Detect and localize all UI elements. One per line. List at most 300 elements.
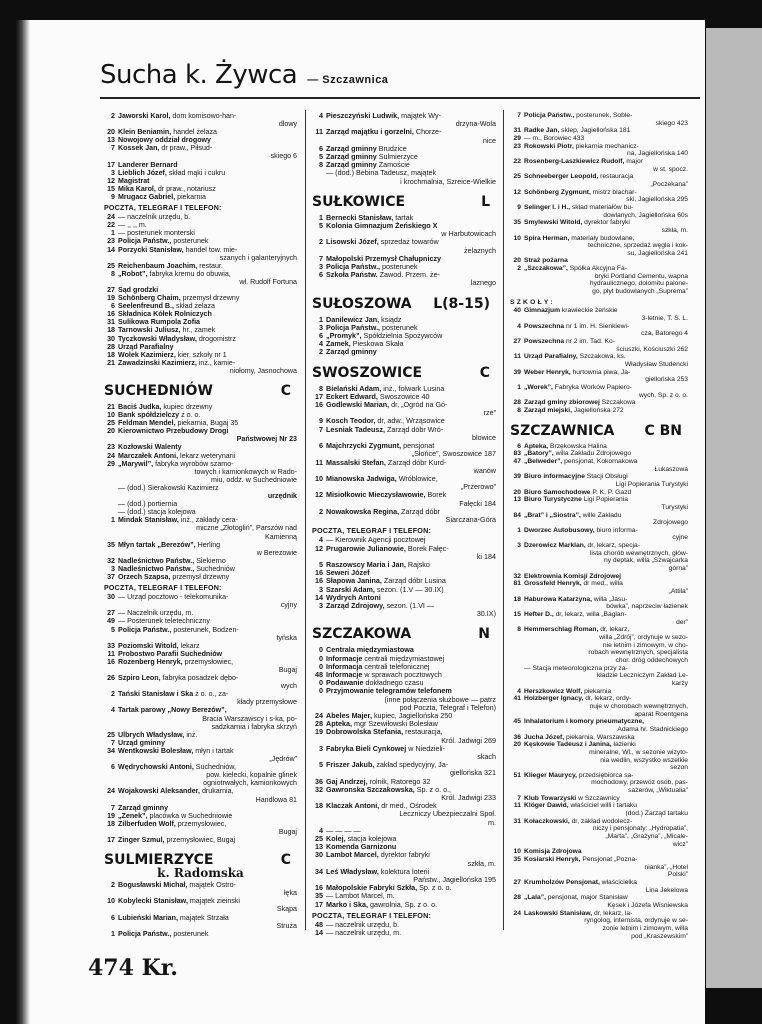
phone-number: 26 — [107, 674, 115, 683]
phone-number: 0 — [319, 661, 323, 671]
entry-name: Massalski Stefan, — [326, 457, 386, 467]
phone-number: 7 — [319, 424, 323, 434]
phone-number: 13 — [513, 496, 521, 504]
phone-number: 29 — [513, 134, 521, 142]
entry-name: Centrala międzymiastowa — [326, 645, 414, 655]
directory-entry — [104, 193, 297, 201]
entry-detail: Ligi Popierania Turystyki — [615, 480, 688, 488]
entry-continuation — [312, 610, 496, 618]
entry-detail: dyrektor fabryki — [582, 219, 630, 227]
phone-number: 10 — [315, 473, 323, 483]
phone-number: 24 — [107, 451, 115, 460]
entry-continuation — [104, 779, 297, 787]
entry-detail: ksiądz — [379, 314, 402, 324]
town-heading — [104, 383, 297, 399]
entry-name: Policja Państw., — [524, 112, 575, 119]
directory-entry — [104, 626, 297, 634]
entry-detail: wille Zakładu — [580, 511, 622, 519]
entry-name: „Brat” i „Siostra”, — [524, 511, 581, 519]
entry-continuation — [510, 619, 688, 627]
entry-detail: willa „Jasu- — [592, 595, 628, 603]
phone-number: 20 — [107, 128, 115, 137]
phone-number: 17 — [107, 835, 115, 844]
entry-name: „Zenek”, — [118, 811, 148, 820]
entry-name: Biuro Turystyczne — [524, 496, 582, 504]
phone-number: 3 — [319, 322, 323, 332]
town-name: SZCZAWNICA — [510, 422, 615, 439]
entry-detail: Borek — [425, 490, 447, 500]
phone-number: 25 — [107, 261, 115, 270]
phone-number: 31 — [513, 127, 521, 135]
directory-entry — [510, 856, 688, 864]
entry-detail: Szczakowa — [599, 399, 636, 407]
entry-detail: przemysłowiec, — [182, 657, 234, 666]
entry-detail: łęka — [283, 889, 297, 898]
entry-detail: dr, zakład wodolecz- — [569, 817, 633, 825]
entry-name: Zinger Szmul, — [118, 835, 165, 844]
directory-entry — [104, 617, 297, 625]
entry-detail: miu, oddz. w Suchedniowie — [211, 475, 297, 484]
entry-name: Komenda Garnizonu — [326, 842, 397, 852]
phone-number: 30 — [107, 593, 115, 602]
phone-number: 0 — [319, 678, 323, 688]
entry-detail: z o. o., za- — [193, 690, 229, 699]
entry-detail: drzyna-Wola — [455, 119, 496, 129]
entry-detail: Zarząd dóbr Wró- — [384, 424, 444, 434]
entry-name: Dobrowolska Stefania, — [326, 727, 404, 737]
entry-detail: posterunek, Soble- — [574, 112, 633, 119]
entry-continuation — [510, 166, 688, 174]
directory-entry — [510, 910, 688, 918]
entry-continuation — [510, 315, 688, 323]
phone-number: 1 — [111, 229, 115, 238]
entry-detail: przemysłowiec, — [175, 819, 227, 828]
entry-detail: Adama hr. Stadnickiego — [617, 725, 688, 733]
entry-name: Selinger I. i H., — [524, 203, 571, 211]
entry-detail: w Berezowie — [256, 548, 297, 557]
entry-detail: w sprawach pocztowych — [362, 669, 442, 679]
phone-number: 24 — [107, 787, 115, 796]
directory-entry — [104, 565, 297, 573]
entry-name: Weber Henryk, — [524, 368, 571, 376]
phone-number: 81 — [513, 580, 521, 588]
entry-detail: — — — — — [326, 825, 361, 835]
phone-number: 16 — [315, 400, 323, 410]
entry-detail: sezon. (1.V — 30.IX) — [374, 584, 444, 594]
entry-detail: restaur. — [197, 261, 223, 270]
directory-entry — [510, 127, 688, 135]
entry-name: Straż pożarna — [524, 257, 568, 265]
directory-entry — [510, 458, 688, 466]
directory-entry — [510, 235, 688, 243]
phone-number: 18 — [315, 801, 323, 811]
entry-detail: mineralne, Wl., w sezonie wizyto- — [589, 748, 688, 756]
phone-number: 11 — [315, 127, 323, 137]
entry-detail: Turystyki — [661, 503, 688, 511]
entry-continuation — [104, 468, 297, 476]
entry-continuation — [510, 672, 688, 680]
directory-entry — [510, 189, 688, 197]
entry-continuation — [104, 476, 297, 484]
directory-entry — [104, 144, 297, 152]
entry-detail: dlowy — [278, 120, 297, 129]
phone-number: 84 — [513, 511, 521, 519]
directory-entry — [510, 527, 688, 535]
entry-detail: sadzkarnia i fabryka skrzyń — [211, 722, 297, 731]
directory-entry — [104, 690, 297, 698]
entry-detail: Siarczana-Góra — [445, 514, 496, 524]
entry-detail: Zawod. Przem. że- — [377, 270, 440, 280]
directory-entry — [104, 351, 297, 359]
entry-continuation — [510, 680, 688, 688]
entry-detail: Fałęcki 184 — [459, 498, 496, 508]
entry-detail: Sp. z o. o. — [417, 883, 452, 893]
phone-number: 3 — [517, 542, 521, 550]
entry-detail: centrali międzymiastowej — [362, 653, 445, 663]
directory-entry — [510, 265, 688, 273]
entry-detail: zonie letnim i zimowym, willa — [602, 924, 688, 932]
phone-number: 33 — [107, 641, 115, 650]
directory-entry — [510, 894, 688, 902]
entry-detail: gawrolnia, Sp. z o. o. — [367, 899, 438, 909]
entry-detail: wicz” — [672, 840, 688, 848]
directory-entry — [510, 384, 688, 392]
entry-name: Seelenfreund B., — [118, 302, 174, 311]
entry-detail: „Przerowo” — [460, 482, 496, 492]
entry-name: Zawadzinski Kazimierz, — [118, 358, 197, 367]
phone-number: 15 — [107, 184, 115, 193]
entry-detail: centrali telefonicznej — [362, 661, 430, 671]
phone-number: 13 — [315, 842, 323, 852]
entry-name: Mika Karol, — [118, 184, 156, 193]
entry-detail: ryngolog, internista, ordynuje w se- — [584, 917, 688, 925]
entry-continuation — [510, 933, 688, 941]
entry-detail: tyńska — [276, 633, 297, 642]
entry-detail: inż., kamie- — [196, 358, 236, 367]
entry-detail: kolektura loterii — [378, 866, 430, 876]
entry-continuation — [510, 757, 688, 765]
entry-detail: Spółdzielnia Spożywców — [361, 331, 443, 341]
entry-continuation — [510, 764, 688, 772]
phone-number: 4 — [319, 535, 323, 545]
entry-detail: materiały budowlane, — [569, 234, 635, 242]
entry-name: Leś Władysław, — [326, 866, 379, 876]
entry-name: Inhalatorium i komory pneumatyczne, — [524, 718, 645, 726]
entry-name: Lieblich Józef, — [118, 168, 167, 177]
entry-detail: willa Zakładu Zdrojowego — [553, 450, 632, 458]
entry-detail: go, płyt budowlanych „Suprema” — [592, 288, 688, 296]
entry-detail: skład żelaza — [173, 302, 215, 311]
entry-detail: inż. — [184, 730, 198, 739]
phone-number: 17 — [107, 160, 115, 169]
entry-continuation — [104, 889, 297, 897]
entry-name: Bogusławski Michał, — [118, 881, 188, 890]
entry-name: Klub Towarzyski — [524, 794, 577, 802]
entry-detail: dr, lekarz, ordy- — [583, 695, 632, 703]
entry-detail: karzy — [672, 679, 688, 687]
phone-number: 14 — [315, 592, 323, 602]
entry-continuation — [510, 330, 688, 338]
phone-number: 45 — [513, 718, 521, 726]
entry-continuation — [510, 810, 688, 818]
entry-name: Urząd gminny — [118, 738, 165, 747]
entry-name: Kossek Jan, — [118, 144, 160, 153]
phone-number: 27 — [513, 338, 521, 346]
entry-continuation — [510, 871, 688, 879]
entry-detail: na, Jagiellońska 140 — [627, 150, 688, 158]
entry-name: Spira Herman, — [524, 234, 570, 242]
entry-detail: Sulmierzyce — [376, 152, 418, 162]
entry-detail: kładzie Leczniczym Zakład Le- — [596, 672, 688, 680]
entry-detail: Bugaj — [278, 666, 297, 674]
phone-number: 32 — [107, 556, 115, 565]
phone-number: 22 — [107, 221, 115, 230]
directory-entry — [104, 177, 297, 185]
phone-number: 4 — [319, 825, 323, 835]
entry-name: Komisja Zdrojowa — [524, 848, 582, 856]
entry-detail: Lina Jekelowa — [645, 886, 688, 894]
phone-number: 2 — [517, 265, 521, 273]
directory-entry — [104, 229, 297, 237]
directory-entry — [104, 411, 297, 419]
entry-name: Urząd Parafialny — [118, 342, 174, 351]
town-name: SZCZAKOWA — [312, 626, 412, 643]
entry-detail: Bugaj — [278, 827, 297, 836]
entry-continuation — [104, 715, 297, 723]
column-divider-2 — [503, 110, 504, 930]
entry-continuation — [104, 922, 297, 930]
entry-name: Dzerowicz Marklan, — [524, 542, 586, 550]
entry-name: Zilberfuden Wolf, — [118, 819, 176, 828]
entry-detail: — (dod.) portiernia — [118, 500, 178, 509]
entry-name: Eckert Edward, — [326, 391, 378, 401]
directory-entry — [104, 403, 297, 411]
entry-name: Radke Jan, — [524, 127, 560, 135]
entry-detail: 3-letnie, T. S. L. — [641, 315, 688, 323]
entry-detail: handel tow. mie- — [183, 245, 238, 254]
directory-entry — [510, 512, 688, 520]
phone-number: 37 — [107, 572, 115, 581]
entry-name: Szpiro Leon, — [118, 674, 161, 683]
entry-detail: Łukaszowa — [654, 465, 688, 473]
column-right — [510, 112, 688, 940]
phone-number: 83 — [513, 450, 521, 458]
page-left-edge-shadow — [16, 20, 30, 1024]
phone-number: 23 — [107, 443, 115, 452]
directory-entry — [312, 602, 496, 610]
entry-continuation — [510, 825, 688, 833]
directory-entry — [510, 369, 688, 377]
phone-number: 35 — [513, 856, 521, 864]
entry-detail: dom komisowo-han- — [170, 112, 237, 120]
phone-number: 11 — [513, 802, 521, 810]
phone-number: 8 — [111, 269, 115, 278]
entry-detail: Zarząd dóbr — [399, 506, 440, 516]
phone-number: 2 — [111, 690, 115, 699]
entry-detail: restauracja — [598, 173, 634, 181]
page-subtitle: — Szczawnica — [307, 74, 389, 86]
entry-detail: Kamienną — [265, 532, 297, 541]
directory-entry — [104, 161, 297, 169]
entry-detail: Brzękowska Halina — [548, 442, 607, 450]
directory-entry — [510, 353, 688, 361]
entry-detail: lekarz — [178, 641, 200, 650]
phone-number: 8 — [517, 626, 521, 634]
phone-number: 7 — [111, 803, 115, 812]
entry-name: Wydrych Antoni — [326, 592, 381, 602]
entry-name: Porzycki Stanisław, — [118, 245, 184, 254]
entry-name: Zarząd gminny — [118, 803, 169, 812]
phone-number: 20 — [513, 257, 521, 265]
phone-number: 9 — [111, 192, 115, 201]
phone-number: 9 — [319, 416, 323, 426]
phone-number: 7 — [517, 112, 521, 119]
entry-continuation — [510, 887, 688, 895]
phone-number: 40 — [513, 307, 521, 315]
entry-name: Hefter D., — [524, 611, 554, 619]
phone-number: 18 — [107, 350, 115, 359]
entry-name: „Robot”, — [118, 269, 148, 278]
entry-continuation — [510, 242, 688, 250]
entry-detail: nia wedlin, wszystko wszelkie — [600, 756, 688, 764]
directory-entry — [312, 901, 496, 909]
entry-name: Kołaczkowski, — [524, 817, 570, 825]
entry-detail: wych — [280, 682, 297, 691]
entry-detail: Struża — [276, 921, 297, 930]
entry-name: Zarząd gminny — [326, 143, 377, 153]
entry-detail: żelaznych — [464, 245, 496, 255]
entry-name: „Belweder”, — [524, 457, 563, 465]
entry-name: Smylewski Witold, — [524, 219, 583, 227]
entry-detail: hydraulicznego, dolomitu palone- — [589, 280, 688, 288]
entry-name: Małopolski Przemysł Chałupniczy — [326, 253, 442, 263]
directory-entry — [510, 158, 688, 166]
entry-name: Policja Państw., — [118, 625, 172, 634]
entry-name: Gimnazjum — [524, 307, 561, 315]
entry-detail: w st. spocz. — [653, 165, 688, 173]
phone-number: 27 — [107, 609, 115, 618]
phone-number: 6 — [111, 913, 115, 922]
entry-continuation — [104, 634, 297, 642]
entry-detail: Jagiellońska 272 — [571, 406, 624, 414]
phone-number: 12 — [315, 490, 323, 500]
directory-entry — [312, 271, 496, 279]
entry-detail: Szczakowa, ks. — [577, 353, 626, 361]
entry-name: Schönberg Chaim, — [118, 294, 181, 303]
entry-name: Urząd Parafialny, — [524, 353, 578, 361]
entry-detail: i krochmalnia, Szreice-Wielkie — [400, 176, 496, 186]
directory-entry — [104, 262, 297, 270]
entry-name: Apteka, — [524, 442, 549, 450]
directory-entry — [104, 213, 297, 221]
entry-detail: pod Poczta, Telegraf i Telefon) — [399, 702, 496, 712]
entry-continuation — [104, 666, 297, 674]
entry-detail: sklep, Jagiellońska 181 — [559, 127, 631, 135]
entry-name: Policja Państw., — [326, 262, 381, 272]
entry-name: Herszkowicz Wolf, — [524, 687, 583, 695]
directory-entry — [104, 136, 297, 144]
phone-number: 2 — [111, 881, 115, 890]
entry-name: Apteka, — [326, 719, 352, 729]
entry-detail: posterunek — [380, 262, 418, 272]
entry-detail: przemysłowiec, Bugaj — [164, 835, 236, 844]
entry-name: Przyjmowanie telegramów telefonem — [326, 686, 452, 696]
entry-detail: Swoszowice 40 — [377, 391, 430, 401]
entry-name: Holzberger Ignacy, — [524, 695, 584, 703]
phone-number: 6 — [319, 143, 323, 153]
entry-name: Tański Stanisław i Ska — [118, 690, 194, 699]
entry-name: Magistrat — [118, 176, 150, 185]
entry-name: Marczałek Antoni, — [118, 451, 179, 460]
directory-entry — [104, 804, 297, 812]
phone-number: 24 — [315, 710, 323, 720]
entry-name: Orzech Szapsa, — [118, 572, 171, 581]
entry-detail: Herling — [195, 540, 221, 549]
directory-entry — [104, 881, 297, 889]
entry-detail: Fabryka Worków Papiero- — [552, 383, 632, 391]
entry-continuation — [104, 533, 297, 541]
phone-number: 36 — [513, 733, 521, 741]
phone-number: 22 — [513, 157, 521, 165]
entry-detail: niołomy, Jasnochowa — [229, 366, 297, 375]
phone-number: 7 — [111, 144, 115, 153]
entry-detail: kupiec, Jagiellońska 250 — [371, 710, 453, 720]
phone-number: 10 — [107, 411, 115, 420]
directory-entry — [104, 335, 297, 343]
entry-name: Policja Państw., — [118, 237, 172, 246]
column-divider-1 — [305, 110, 306, 930]
directory-entry — [104, 302, 297, 310]
entry-detail: wł. Rudolf Fortuna — [239, 277, 297, 286]
entry-name: Prugarowie Julianowie, — [326, 543, 406, 553]
town-name: SWOSZOWICE — [312, 364, 423, 381]
entry-detail: łazienki — [611, 741, 636, 749]
phone-number: 34 — [315, 866, 323, 876]
phone-number: 25 — [315, 834, 323, 844]
town-name: SUCHEDNIÓW — [104, 383, 213, 399]
phone-number: 11 — [315, 457, 323, 467]
entry-detail: Kęsek i Józefa Wisniewska — [607, 901, 688, 909]
phone-number: 16 — [107, 310, 115, 319]
entry-detail: pensjonat, major Stanisław — [545, 894, 628, 902]
directory-entry — [510, 573, 688, 581]
entry-name: Zarząd Zdrojowy, — [326, 600, 385, 610]
entry-continuation — [510, 603, 688, 611]
town-heading — [312, 626, 496, 642]
entry-name: Marko i Ska, — [326, 899, 368, 909]
entry-name: Abeles Majer, — [326, 710, 372, 720]
entry-continuation — [510, 565, 688, 573]
entry-name: „Marywil”, — [118, 459, 154, 468]
entry-detail: nice — [482, 135, 496, 145]
directory-entry — [104, 642, 297, 650]
entry-detail: m. — [488, 817, 496, 827]
phone-number: 35 — [513, 219, 521, 227]
entry-detail: tartak — [393, 212, 414, 222]
entry-detail: miczne „Złotogliń”, Parszów nad — [196, 524, 297, 533]
entry-detail: Państw., Jagiellońska 195 — [413, 875, 496, 885]
entry-detail: chor. dróg oddechowych — [615, 656, 688, 664]
directory-entry — [104, 914, 297, 922]
entry-name: Słapowa Janina, — [326, 576, 382, 586]
entry-detail: Leczniczy Ubezpieczalni Społ. — [399, 809, 496, 819]
phone-number: 20 — [513, 488, 521, 496]
entry-continuation — [104, 435, 297, 443]
entry-name: Majchrzycki Zygmunt, — [326, 441, 402, 451]
directory-entry — [312, 545, 496, 553]
entry-detail: drogomistrz — [196, 334, 236, 343]
entry-name: Młyn tartak „Berezów”, — [118, 540, 196, 549]
